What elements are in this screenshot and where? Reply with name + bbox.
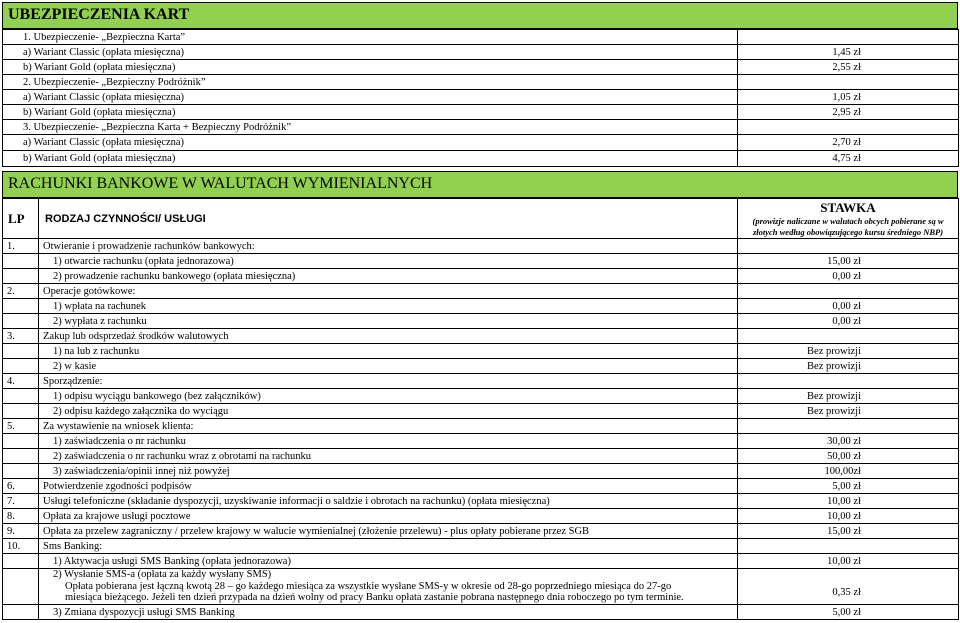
row-value: 1,05 zł <box>738 90 959 105</box>
row-lp: 7. <box>3 494 39 509</box>
row-lp <box>3 254 39 269</box>
table-row <box>3 554 959 569</box>
col-rodzaj-header: RODZAJ CZYNNOŚCI/ USŁUGI <box>39 199 738 239</box>
row-value: Bez prowizji <box>738 359 959 374</box>
row-value: Bez prowizji <box>738 344 959 359</box>
row-lp <box>3 449 39 464</box>
row-value: 2,95 zł <box>738 105 959 120</box>
row-label: Zakup lub odsprzedaż środków walutowych <box>39 329 738 344</box>
row-label: a) Wariant Classic (opłata miesięczna) <box>3 45 738 60</box>
row-value: 50,00 zł <box>738 449 959 464</box>
row-label: 2. Ubezpieczenie- „Bezpieczny Podróżnik” <box>3 75 738 90</box>
row-value <box>738 284 959 299</box>
table-row <box>3 569 959 581</box>
table-row <box>3 539 959 554</box>
row-lp: 2. <box>3 284 39 299</box>
row-lp: 4. <box>3 374 39 389</box>
table-row <box>3 254 959 269</box>
row-lp <box>3 359 39 374</box>
row-value: 0,00 zł <box>738 314 959 329</box>
table-row <box>3 135 959 151</box>
row-value: 15,00 zł <box>738 254 959 269</box>
row-label: 1) Aktywacja usługi SMS Banking (opłata jednorazowa) <box>39 554 738 569</box>
table-row <box>3 90 959 105</box>
card-insurance-table <box>2 29 959 167</box>
table-row <box>3 359 959 374</box>
row-label: 2) w kasie <box>39 359 738 374</box>
row-value: 1,45 zł <box>738 45 959 60</box>
table-row <box>3 494 959 509</box>
row-label: b) Wariant Gold (opłata miesięczna) <box>3 105 738 120</box>
table-row <box>3 151 959 167</box>
row-value: 2,55 zł <box>738 60 959 75</box>
table-row <box>3 509 959 524</box>
table-row <box>3 45 959 60</box>
row-lp <box>3 299 39 314</box>
row-value <box>738 120 959 135</box>
section2-header <box>2 171 958 198</box>
row-value: 0,35 zł <box>738 581 959 605</box>
row-label: b) Wariant Gold (opłata miesięczna) <box>3 151 738 167</box>
row-lp <box>3 344 39 359</box>
row-value: 5,00 zł <box>738 479 959 494</box>
table-row <box>3 30 959 45</box>
section2-title: RACHUNKI BANKOWE W WALUTACH WYMIENIALNYCH <box>8 175 433 192</box>
row-label: 1) wpłata na rachunek <box>39 299 738 314</box>
stawka-title: STAWKA <box>820 199 876 215</box>
row-label: 2) zaświadczenia o nr rachunku wraz z obrotami na rachunku <box>39 449 738 464</box>
table-header-row <box>3 199 959 239</box>
table-row <box>3 389 959 404</box>
row-value <box>738 419 959 434</box>
table-row <box>3 60 959 75</box>
table-row <box>3 269 959 284</box>
table-row <box>3 120 959 135</box>
table-row <box>3 75 959 90</box>
table-row <box>3 284 959 299</box>
row-value: 15,00 zł <box>738 524 959 539</box>
row-lp: 1. <box>3 239 39 254</box>
row-lp <box>3 314 39 329</box>
row-label: a) Wariant Classic (opłata miesięczna) <box>3 90 738 105</box>
row-lp: 3. <box>3 329 39 344</box>
table-row <box>3 449 959 464</box>
row-lp: 8. <box>3 509 39 524</box>
row-label: 1. Ubezpieczenie- „Bezpieczna Karta” <box>3 30 738 45</box>
row-lp <box>3 464 39 479</box>
table-row <box>3 479 959 494</box>
row-value <box>738 539 959 554</box>
row-label: Otwieranie i prowadzenie rachunków bankowych: <box>39 239 738 254</box>
table-row <box>3 105 959 120</box>
row-lp: 10. <box>3 539 39 554</box>
row-lp <box>3 389 39 404</box>
row-lp <box>3 581 39 605</box>
row-lp: 9. <box>3 524 39 539</box>
row-lp: 5. <box>3 419 39 434</box>
row-value: 2,70 zł <box>738 135 959 151</box>
section1-header <box>2 2 958 29</box>
row-label: 1) zaświadczenia o nr rachunku <box>39 434 738 449</box>
row-lp <box>3 434 39 449</box>
row-label: 3) zaświadczenia/opinii innej niż powyżej <box>39 464 738 479</box>
section1-title: UBEZPIECZENIA KART <box>8 6 190 23</box>
row-value: 30,00 zł <box>738 434 959 449</box>
table-row <box>3 434 959 449</box>
row-label: 3) Zmiana dyspozycji usługi SMS Banking <box>39 605 738 620</box>
row-value: Bez prowizji <box>738 389 959 404</box>
row-label: b) Wariant Gold (opłata miesięczna) <box>3 60 738 75</box>
table-row <box>3 314 959 329</box>
row-label: 1) otwarcie rachunku (opłata jednorazowa) <box>39 254 738 269</box>
row-label: Operacje gotówkowe: <box>39 284 738 299</box>
row-value: 4,75 zł <box>738 151 959 167</box>
row-value: 100,00zł <box>738 464 959 479</box>
row-value: 5,00 zł <box>738 605 959 620</box>
row-label: 2) prowadzenie rachunku bankowego (opłata miesięczna) <box>39 269 738 284</box>
row-label: Sporządzenie: <box>39 374 738 389</box>
table-row <box>3 419 959 434</box>
row-label: 2) wypłata z rachunku <box>39 314 738 329</box>
table-row <box>3 299 959 314</box>
row-label: 2) Wysłanie SMS-a (opłata za każdy wysłany SMS) <box>39 569 738 581</box>
row-value: 0,00 zł <box>738 269 959 284</box>
row-value: 0,00 zł <box>738 299 959 314</box>
row-label: a) Wariant Classic (opłata miesięczna) <box>3 135 738 151</box>
row-value <box>738 30 959 45</box>
row-value: 10,00 zł <box>738 509 959 524</box>
row-lp <box>3 269 39 284</box>
row-value <box>738 329 959 344</box>
table-row <box>3 464 959 479</box>
row-label: 3. Ubezpieczenie- „Bezpieczna Karta + Bezpieczny Podróżnik” <box>3 120 738 135</box>
table-row <box>3 374 959 389</box>
row-value: Bez prowizji <box>738 404 959 419</box>
row-label: Usługi telefoniczne (składanie dyspozycji, uzyskiwanie informacji o saldzie i obrotach na rachunku) (opłata miesięczna) <box>39 494 738 509</box>
stawka-note: (prowizje naliczane w walutach obcych pobierane są w złotych według obowiązującego kursu średniego NBP) <box>752 215 944 237</box>
row-value: 10,00 zł <box>738 554 959 569</box>
row-label: Sms Banking: <box>39 539 738 554</box>
col-stawka-header <box>738 199 959 239</box>
row-value <box>738 75 959 90</box>
row-lp <box>3 569 39 581</box>
row-value <box>738 239 959 254</box>
table-row <box>3 404 959 419</box>
row-label: Potwierdzenie zgodności podpisów <box>39 479 738 494</box>
table-row <box>3 581 959 605</box>
row-value: 10,00 zł <box>738 494 959 509</box>
row-lp <box>3 404 39 419</box>
table-row <box>3 329 959 344</box>
row-lp <box>3 605 39 620</box>
table-row <box>3 239 959 254</box>
table-row <box>3 344 959 359</box>
row-label: 1) na lub z rachunku <box>39 344 738 359</box>
row-label: 2) odpisu każdego załącznika do wyciągu <box>39 404 738 419</box>
table-row <box>3 524 959 539</box>
table-row <box>3 605 959 620</box>
row-label: Opłata za krajowe usługi pocztowe <box>39 509 738 524</box>
col-lp-header: LP <box>3 199 39 239</box>
row-label: Opłata za przelew zagraniczny / przelew krajowy w walucie wymienialnej (złożenie przelewu) - plus opłaty pobierane przez SGB <box>39 524 738 539</box>
row-value <box>738 569 959 581</box>
row-lp <box>3 554 39 569</box>
row-label: Za wystawienie na wniosek klienta: <box>39 419 738 434</box>
row-label: Opłata pobierana jest łączną kwotą 28 – go każdego miesiąca za wszystkie wysłane SMS-y w okresie od 28-go poprzedniego miesiąca do 27-go miesiąca bieżącego. Jeżeli ten dzień przypada na dzień wolny od pracy Banku opłata zastanie pobrana następnego dnia roboczego po tym terminie. <box>39 581 738 605</box>
row-value <box>738 374 959 389</box>
row-label: 1) odpisu wyciągu bankowego (bez załączników) <box>39 389 738 404</box>
foreign-accounts-table <box>2 198 959 620</box>
row-lp: 6. <box>3 479 39 494</box>
